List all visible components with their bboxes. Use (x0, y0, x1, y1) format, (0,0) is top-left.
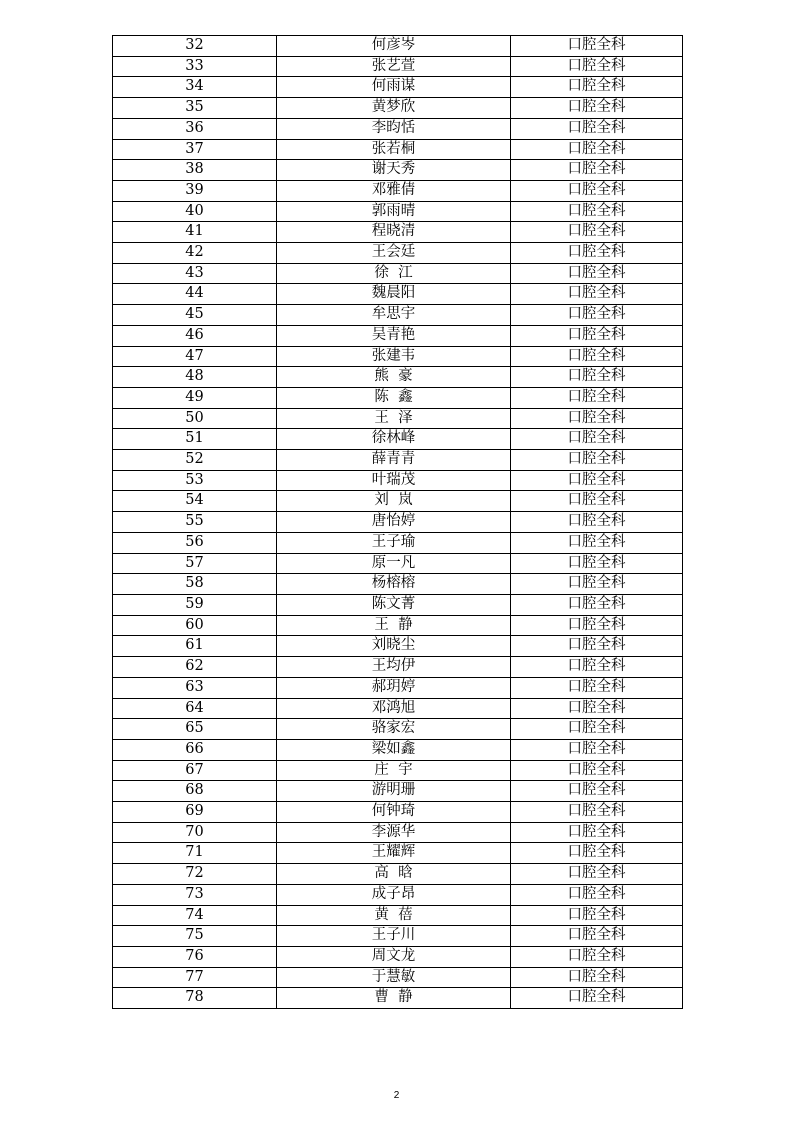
row-number-cell: 37 (113, 139, 277, 160)
department-cell: 口腔全科 (511, 263, 683, 284)
department-cell: 口腔全科 (511, 574, 683, 595)
name-cell: 何钟琦 (277, 802, 511, 823)
department-cell: 口腔全科 (511, 387, 683, 408)
row-number-cell: 59 (113, 594, 277, 615)
table-row (113, 781, 683, 802)
row-number-cell: 62 (113, 657, 277, 678)
department-cell: 口腔全科 (511, 367, 683, 388)
table-row (113, 843, 683, 864)
row-number-cell: 39 (113, 180, 277, 201)
row-number-cell: 34 (113, 77, 277, 98)
table-row (113, 719, 683, 740)
table-row (113, 822, 683, 843)
name-cell: 于慧敏 (277, 967, 511, 988)
department-cell: 口腔全科 (511, 118, 683, 139)
department-cell: 口腔全科 (511, 905, 683, 926)
row-number-cell: 57 (113, 553, 277, 574)
department-cell: 口腔全科 (511, 491, 683, 512)
row-number-cell: 67 (113, 760, 277, 781)
row-number-cell: 42 (113, 243, 277, 264)
table-row (113, 470, 683, 491)
name-cell: 熊 豪 (277, 367, 511, 388)
table-row (113, 594, 683, 615)
row-number-cell: 53 (113, 470, 277, 491)
name-cell: 黄梦欣 (277, 98, 511, 119)
name-cell: 黄 蓓 (277, 905, 511, 926)
department-cell: 口腔全科 (511, 946, 683, 967)
department-cell: 口腔全科 (511, 160, 683, 181)
table-row (113, 677, 683, 698)
department-cell: 口腔全科 (511, 864, 683, 885)
table-row (113, 201, 683, 222)
row-number-cell: 56 (113, 532, 277, 553)
table-row (113, 408, 683, 429)
department-cell: 口腔全科 (511, 532, 683, 553)
row-number-cell: 40 (113, 201, 277, 222)
row-number-cell: 63 (113, 677, 277, 698)
table-row (113, 325, 683, 346)
row-number-cell: 47 (113, 346, 277, 367)
row-number-cell: 74 (113, 905, 277, 926)
name-cell: 王子川 (277, 926, 511, 947)
table-row (113, 367, 683, 388)
department-cell: 口腔全科 (511, 884, 683, 905)
department-cell: 口腔全科 (511, 139, 683, 160)
row-number-cell: 68 (113, 781, 277, 802)
name-cell: 成子昂 (277, 884, 511, 905)
row-number-cell: 78 (113, 988, 277, 1009)
roster-table-body (113, 36, 683, 1009)
name-cell: 王 泽 (277, 408, 511, 429)
department-cell: 口腔全科 (511, 408, 683, 429)
table-row (113, 884, 683, 905)
name-cell: 杨榕榕 (277, 574, 511, 595)
name-cell: 曹 静 (277, 988, 511, 1009)
department-cell: 口腔全科 (511, 346, 683, 367)
row-number-cell: 60 (113, 615, 277, 636)
row-number-cell: 77 (113, 967, 277, 988)
row-number-cell: 76 (113, 946, 277, 967)
name-cell: 谢天秀 (277, 160, 511, 181)
table-row (113, 802, 683, 823)
name-cell: 骆家宏 (277, 719, 511, 740)
table-row (113, 284, 683, 305)
table-row (113, 760, 683, 781)
name-cell: 徐 江 (277, 263, 511, 284)
row-number-cell: 33 (113, 56, 277, 77)
table-row (113, 946, 683, 967)
name-cell: 薛青青 (277, 450, 511, 471)
name-cell: 何彦岑 (277, 36, 511, 57)
row-number-cell: 69 (113, 802, 277, 823)
table-row (113, 429, 683, 450)
row-number-cell: 32 (113, 36, 277, 57)
row-number-cell: 36 (113, 118, 277, 139)
department-cell: 口腔全科 (511, 843, 683, 864)
row-number-cell: 66 (113, 739, 277, 760)
department-cell: 口腔全科 (511, 719, 683, 740)
table-row (113, 657, 683, 678)
table-row (113, 905, 683, 926)
row-number-cell: 35 (113, 98, 277, 119)
row-number-cell: 44 (113, 284, 277, 305)
department-cell: 口腔全科 (511, 201, 683, 222)
name-cell: 邓雅倩 (277, 180, 511, 201)
name-cell: 陈文菁 (277, 594, 511, 615)
name-cell: 周文龙 (277, 946, 511, 967)
row-number-cell: 72 (113, 864, 277, 885)
table-row (113, 615, 683, 636)
name-cell: 王会廷 (277, 243, 511, 264)
department-cell: 口腔全科 (511, 222, 683, 243)
department-cell: 口腔全科 (511, 77, 683, 98)
name-cell: 郝玥婷 (277, 677, 511, 698)
table-row (113, 222, 683, 243)
name-cell: 刘 岚 (277, 491, 511, 512)
department-cell: 口腔全科 (511, 450, 683, 471)
department-cell: 口腔全科 (511, 636, 683, 657)
department-cell: 口腔全科 (511, 305, 683, 326)
department-cell: 口腔全科 (511, 284, 683, 305)
table-row (113, 967, 683, 988)
row-number-cell: 58 (113, 574, 277, 595)
name-cell: 陈 鑫 (277, 387, 511, 408)
name-cell: 原一凡 (277, 553, 511, 574)
table-row (113, 263, 683, 284)
department-cell: 口腔全科 (511, 470, 683, 491)
name-cell: 刘晓尘 (277, 636, 511, 657)
department-cell: 口腔全科 (511, 967, 683, 988)
name-cell: 吴青艳 (277, 325, 511, 346)
page-number: 2 (393, 1090, 400, 1101)
table-row (113, 346, 683, 367)
name-cell: 郭雨晴 (277, 201, 511, 222)
roster-table (112, 35, 683, 1009)
table-row (113, 574, 683, 595)
row-number-cell: 65 (113, 719, 277, 740)
table-row (113, 77, 683, 98)
table-row (113, 698, 683, 719)
department-cell: 口腔全科 (511, 677, 683, 698)
table-row (113, 118, 683, 139)
department-cell: 口腔全科 (511, 781, 683, 802)
department-cell: 口腔全科 (511, 739, 683, 760)
name-cell: 邓鸿旭 (277, 698, 511, 719)
row-number-cell: 46 (113, 325, 277, 346)
name-cell: 唐怡婷 (277, 512, 511, 533)
department-cell: 口腔全科 (511, 802, 683, 823)
row-number-cell: 73 (113, 884, 277, 905)
table-row (113, 450, 683, 471)
name-cell: 梁如鑫 (277, 739, 511, 760)
name-cell: 王子瑜 (277, 532, 511, 553)
table-row (113, 532, 683, 553)
table-row (113, 36, 683, 57)
department-cell: 口腔全科 (511, 594, 683, 615)
table-row (113, 180, 683, 201)
name-cell: 庄 宇 (277, 760, 511, 781)
table-row (113, 139, 683, 160)
row-number-cell: 45 (113, 305, 277, 326)
name-cell: 张艺萱 (277, 56, 511, 77)
row-number-cell: 71 (113, 843, 277, 864)
table-row (113, 553, 683, 574)
department-cell: 口腔全科 (511, 760, 683, 781)
department-cell: 口腔全科 (511, 243, 683, 264)
department-cell: 口腔全科 (511, 698, 683, 719)
table-row (113, 636, 683, 657)
row-number-cell: 52 (113, 450, 277, 471)
row-number-cell: 43 (113, 263, 277, 284)
department-cell: 口腔全科 (511, 512, 683, 533)
table-row (113, 387, 683, 408)
department-cell: 口腔全科 (511, 657, 683, 678)
table-row (113, 739, 683, 760)
row-number-cell: 61 (113, 636, 277, 657)
name-cell: 李昀恬 (277, 118, 511, 139)
department-cell: 口腔全科 (511, 822, 683, 843)
name-cell: 徐林峰 (277, 429, 511, 450)
table-row (113, 160, 683, 181)
name-cell: 李源华 (277, 822, 511, 843)
name-cell: 高 晗 (277, 864, 511, 885)
row-number-cell: 51 (113, 429, 277, 450)
name-cell: 王均伊 (277, 657, 511, 678)
table-row (113, 243, 683, 264)
name-cell: 程晓清 (277, 222, 511, 243)
name-cell: 游明珊 (277, 781, 511, 802)
table-row (113, 491, 683, 512)
department-cell: 口腔全科 (511, 926, 683, 947)
name-cell: 叶瑞茂 (277, 470, 511, 491)
table-row (113, 56, 683, 77)
department-cell: 口腔全科 (511, 56, 683, 77)
table-row (113, 98, 683, 119)
department-cell: 口腔全科 (511, 325, 683, 346)
row-number-cell: 50 (113, 408, 277, 429)
department-cell: 口腔全科 (511, 36, 683, 57)
table-row (113, 305, 683, 326)
name-cell: 魏晨阳 (277, 284, 511, 305)
row-number-cell: 48 (113, 367, 277, 388)
table-row (113, 864, 683, 885)
row-number-cell: 49 (113, 387, 277, 408)
department-cell: 口腔全科 (511, 429, 683, 450)
name-cell: 张建韦 (277, 346, 511, 367)
row-number-cell: 54 (113, 491, 277, 512)
row-number-cell: 38 (113, 160, 277, 181)
row-number-cell: 70 (113, 822, 277, 843)
name-cell: 王耀辉 (277, 843, 511, 864)
table-row (113, 926, 683, 947)
department-cell: 口腔全科 (511, 988, 683, 1009)
name-cell: 何雨谋 (277, 77, 511, 98)
name-cell: 牟思宇 (277, 305, 511, 326)
row-number-cell: 55 (113, 512, 277, 533)
name-cell: 张若桐 (277, 139, 511, 160)
department-cell: 口腔全科 (511, 553, 683, 574)
row-number-cell: 41 (113, 222, 277, 243)
department-cell: 口腔全科 (511, 98, 683, 119)
department-cell: 口腔全科 (511, 180, 683, 201)
row-number-cell: 64 (113, 698, 277, 719)
table-row (113, 988, 683, 1009)
department-cell: 口腔全科 (511, 615, 683, 636)
name-cell: 王 静 (277, 615, 511, 636)
table-row (113, 512, 683, 533)
row-number-cell: 75 (113, 926, 277, 947)
